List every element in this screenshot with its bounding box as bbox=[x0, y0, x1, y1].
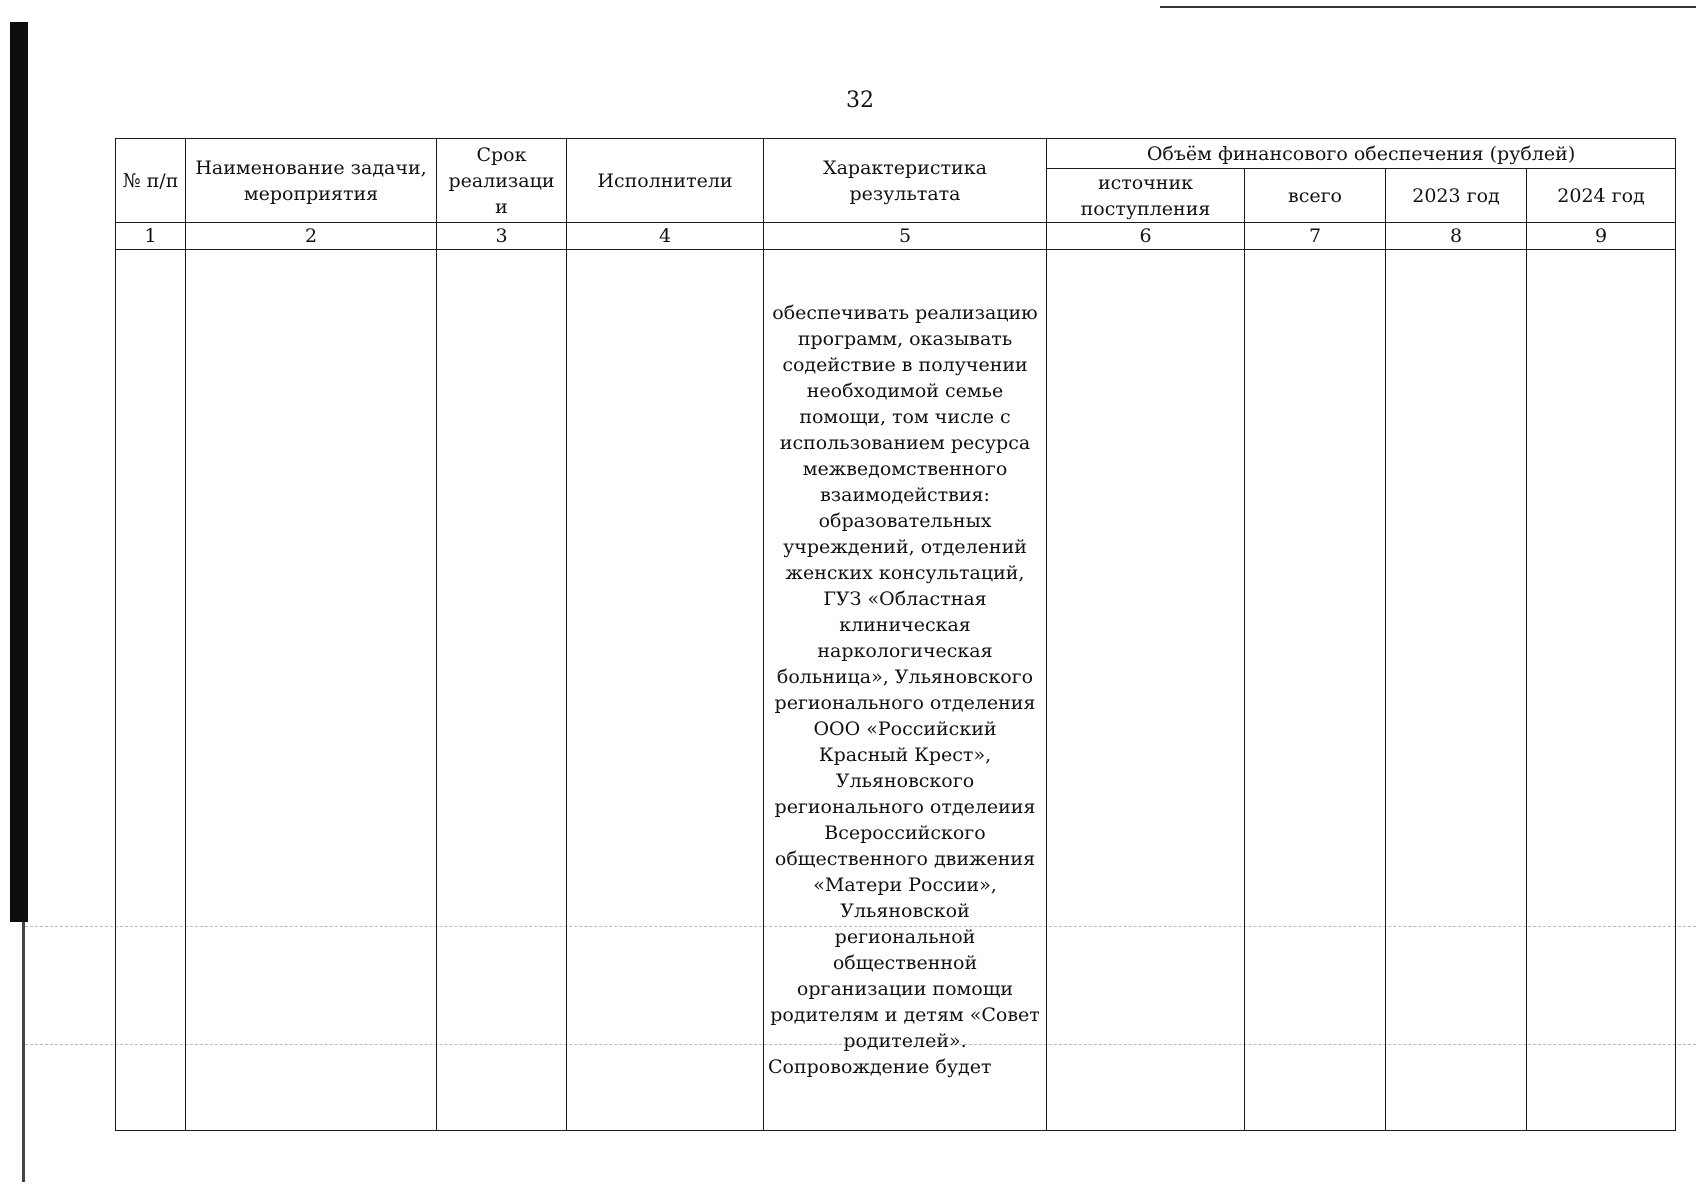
header-num: № п/п bbox=[116, 139, 186, 223]
scan-binding-edge bbox=[10, 22, 28, 922]
header-term: Срок реализаци и bbox=[437, 139, 567, 223]
column-number-9: 9 bbox=[1527, 223, 1676, 250]
header-name: Наименование задачи, мероприятия bbox=[186, 139, 437, 223]
program-measures-table bbox=[115, 138, 1676, 1131]
cell-total bbox=[1245, 250, 1386, 1131]
column-number-7: 7 bbox=[1245, 223, 1386, 250]
column-number-4: 4 bbox=[567, 223, 764, 250]
header-year-2024: 2024 год bbox=[1527, 169, 1676, 223]
scan-top-rule bbox=[1160, 6, 1696, 8]
scan-binding-edge-lower bbox=[22, 922, 25, 1182]
page-number: 32 bbox=[846, 88, 874, 113]
column-number-8: 8 bbox=[1386, 223, 1527, 250]
column-number-3: 3 bbox=[437, 223, 567, 250]
header-year-2023: 2023 год bbox=[1386, 169, 1527, 223]
cell-name bbox=[186, 250, 437, 1131]
cell-source bbox=[1047, 250, 1245, 1131]
header-finance-group: Объём финансового обеспечения (рублей) bbox=[1047, 139, 1676, 169]
column-number-6: 6 bbox=[1047, 223, 1245, 250]
cell-result-text: обеспечивать реализацию программ, оказывать содействие в получении необходимой семье помощи, том числе с использованием ресурса межведомственного взаимодействия: образовательных учреждений, отделений женских консультаций, ГУЗ «Областная клиническая наркологическая больница», Ульяновского регионального отделения ООО «Российский Красный Крест», Ульяновского регионального отделеиия Всероссийского общественного движения «Матери России», Ульяновской региональной общественной организации помощи родителям и детям «Совет родителей». Сопровождение будет bbox=[764, 250, 1047, 1131]
column-number-1: 1 bbox=[116, 223, 186, 250]
header-total: всего bbox=[1245, 169, 1386, 223]
header-executors: Исполнители bbox=[567, 139, 764, 223]
column-number-2: 2 bbox=[186, 223, 437, 250]
header-source: источник поступления bbox=[1047, 169, 1245, 223]
cell-term bbox=[437, 250, 567, 1131]
cell-2023 bbox=[1386, 250, 1527, 1131]
cell-executors bbox=[567, 250, 764, 1131]
cell-num bbox=[116, 250, 186, 1131]
cell-2024 bbox=[1527, 250, 1676, 1131]
column-number-5: 5 bbox=[764, 223, 1047, 250]
header-result: Характеристика результата bbox=[764, 139, 1047, 223]
